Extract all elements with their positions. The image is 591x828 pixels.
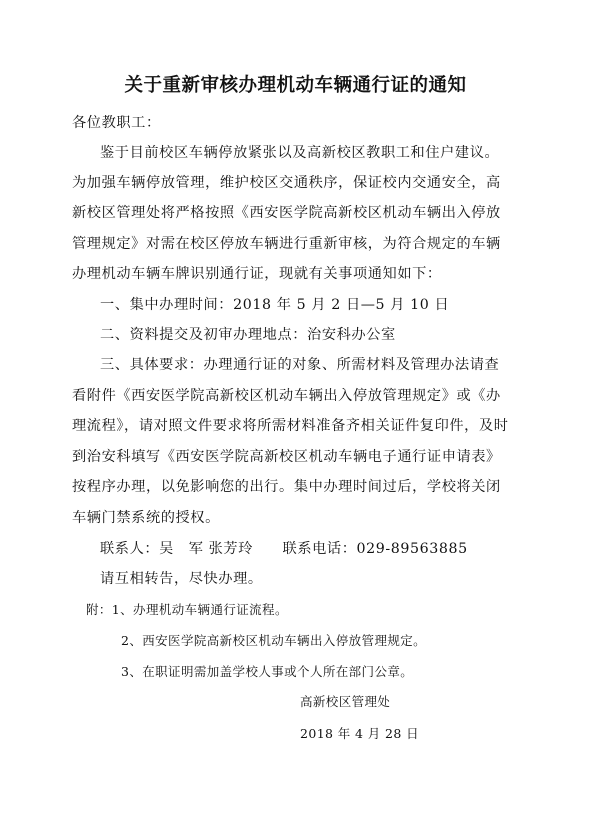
paragraph-line: 办理机动车辆车牌识别通行证，现就有关事项通知如下： xyxy=(72,266,442,282)
item-requirements-line: 理流程》，请对照文件要求将所需材料准备齐相关证件复印件，及时 xyxy=(72,418,509,434)
item-requirements-line: 车辆门禁系统的授权。 xyxy=(72,510,220,526)
item-requirements-line: 看附件《西安医学院高新校区机动车辆出入停放管理规定》或《办 xyxy=(72,388,501,404)
item-requirements-line: 到治安科填写《西安医学院高新校区机动车辆电子通行证申请表》 xyxy=(72,449,501,465)
issue-date: 2018 年 4 月 28 日 xyxy=(300,726,420,741)
paragraph-line: 为加强车辆停放管理，维护校区交通秩序，保证校内交通安全，高 xyxy=(72,175,501,191)
issuer: 高新校区管理处 xyxy=(300,694,391,709)
item-requirements-line: 按程序办理，以免影响您的出行。集中办理时间过后，学校将关闭 xyxy=(72,479,501,495)
paragraph-line: 新校区管理处将严格按照《西安医学院高新校区机动车辆出入停放 xyxy=(72,205,501,221)
notice-line: 请互相转告，尽快办理。 xyxy=(100,571,263,587)
paragraph-line: 管理规定》对需在校区停放车辆进行重新审核，为符合规定的车辆 xyxy=(72,236,501,252)
document-title: 关于重新审核办理机动车辆通行证的通知 xyxy=(124,75,467,96)
salutation: 各位教职工： xyxy=(72,115,161,131)
attachment-item: 2、西安医学院高新校区机动车辆出入停放管理规定。 xyxy=(121,633,427,648)
item-location: 二、资料提交及初审办理地点：治安科办公室 xyxy=(100,327,396,343)
item-requirements-line: 三、具体要求：办理通行证的对象、所需材料及管理办法请查 xyxy=(100,357,500,373)
paragraph-line: 鉴于目前校区车辆停放紧张以及高新校区教职工和住户建议。 xyxy=(100,145,500,161)
attachment-item: 附：1、办理机动车辆通行证流程。 xyxy=(86,602,288,617)
attachment-item: 3、在职证明需加盖学校人事或个人所在部门公章。 xyxy=(121,664,414,679)
contact-info: 联系人：吴 军 张芳玲 联系电话：029-89563885 xyxy=(100,541,468,557)
item-time: 一、集中办理时间：2018 年 5 月 2 日—5 月 10 日 xyxy=(100,297,450,313)
